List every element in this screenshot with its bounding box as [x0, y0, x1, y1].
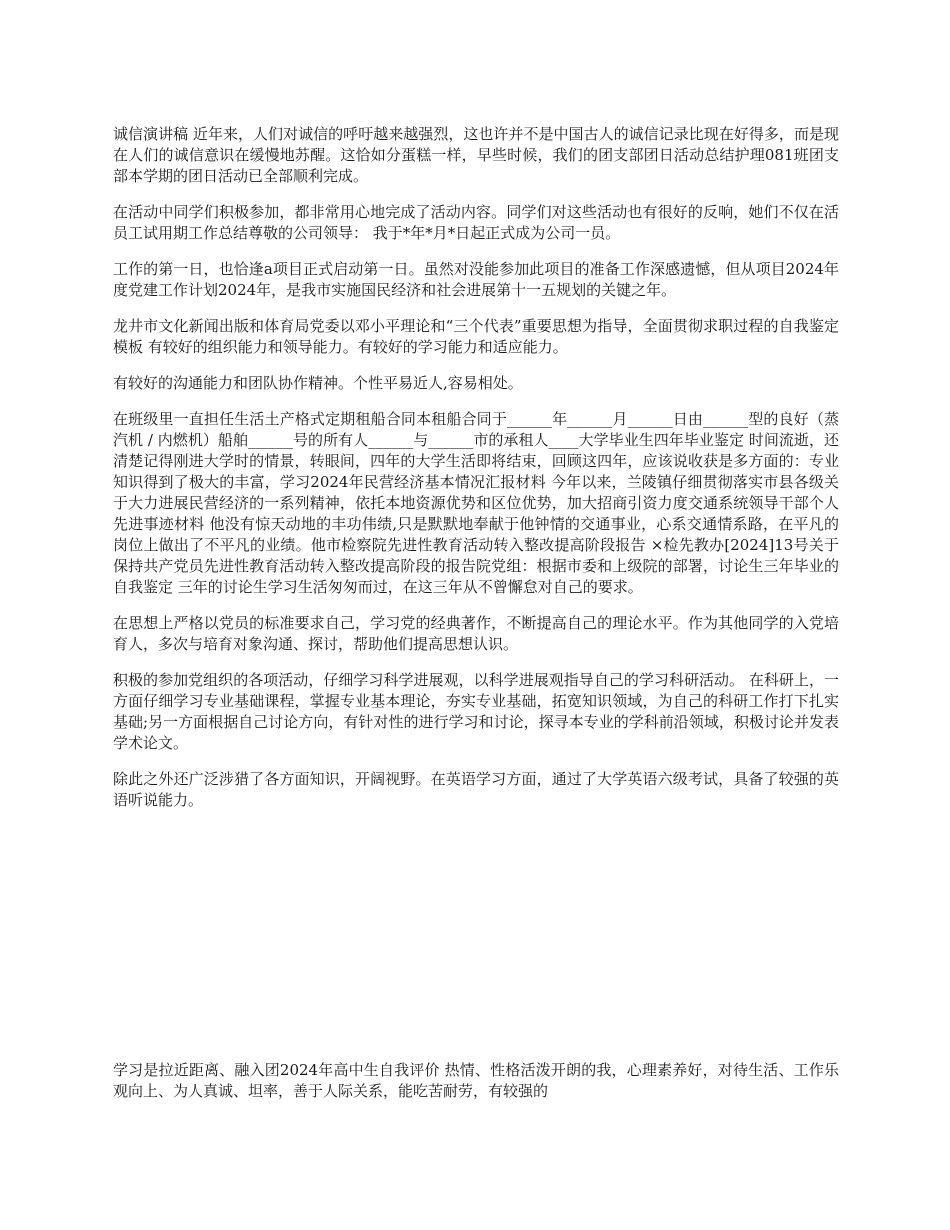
- paragraph-bottom: 学习是拉近距离、融入团2024年高中生自我评价 热情、性格活泼开朗的我，心理素养好，对待生活、工作乐观向上、为人真诚、坦率，善于人际关系，能吃苦耐劳，有较强的: [113, 1061, 839, 1100]
- paragraph-6: 在班级里一直担任生活土产格式定期租船合同本租船合同于______年______月______日由______型的良好（蒸汽机 / 内燃机）船舶______号的所有人______与______市的承租人____大学毕业生四年毕业鉴定 时间流逝，还清楚记得刚进大学时的情景，转眼间，四年的大学生活即将结束，回顾这四年，应该说收获是多方面的：专业知识得到了极大的丰富，学习2024年民营经济基本情况汇报材料 今年以来，兰陵镇仔细贯彻落实市县各级关于大力进展民营经济的一系列精神，依托本地资源优势和区位优势，加大招商引资力度交通系统领导干部个人先进事迹材料 他没有惊天动地的丰功伟绩,只是默默地奉献于他钟情的交通事业，心系交通情系路，在平凡的岗位上做出了不平凡的业绩。他市检察院先进性教育活动转入整改提高阶段报告 ×检先教办[2024]13号关于保持共产党员先进性教育活动转入整改提高阶段的报告院党组：根据市委和上级院的部署，讨论生三年毕业的自我鉴定 三年的讨论生学习生活匆匆而过，在这三年从不曾懈怠对自己的要求。: [113, 410, 839, 596]
- paragraph-9: 除此之外还广泛涉猎了各方面知识，开阔视野。在英语学习方面，通过了大学英语六级考试，具备了较强的英语听说能力。: [113, 770, 839, 809]
- paragraph-5: 有较好的沟通能力和团队协作精神。个性平易近人,容易相处。: [113, 374, 523, 392]
- paragraph-1: 诚信演讲稿 近年来，人们对诚信的呼吁越来越强烈，这也许并不是中国古人的诚信记录比现在好得多，而是现在人们的诚信意识在缓慢地苏醒。这恰如分蛋糕一样，早些时候，我们的团支部团日活动总结护理081班团支部本学期的团日活动已全部顺利完成。: [113, 125, 839, 185]
- paragraph-7: 在思想上严格以党员的标准要求自己，学习党的经典著作，不断提高自己的理论水平。作为其他同学的入党培育人，多次与培育对象沟通、探讨，帮助他们提高思想认识。: [113, 614, 839, 653]
- paragraph-4: 龙井市文化新闻出版和体育局党委以邓小平理论和“三个代表”重要思想为指导，全面贯彻求职过程的自我鉴定模板 有较好的组织能力和领导能力。有较好的学习能力和适应能力。: [113, 317, 839, 356]
- paragraph-3: 工作的第一日，也恰逢a项目正式启动第一日。虽然对没能参加此项目的准备工作深感遗憾，但从项目2024年度党建工作计划2024年，是我市实施国民经济和社会进展第十一五规划的关键之年。: [113, 260, 839, 299]
- paragraph-8: 积极的参加党组织的各项活动，仔细学习科学进展观，以科学进展观指导自己的学习科研活动。 在科研上，一方面仔细学习专业基础课程，掌握专业基本理论，夯实专业基础，拓宽知识领域，为自己的科研工作打下扎实基础;另一方面根据自己讨论方向，有针对性的进行学习和讨论，探寻本专业的学科前沿领域，积极讨论并发表学术论文。: [113, 671, 839, 752]
- document-body: [113, 124, 839, 826]
- document-bottom-section: [113, 1060, 839, 1117]
- paragraph-2: 在活动中同学们积极参加，都非常用心地完成了活动内容。同学们对这些活动也有很好的反响，她们不仅在活员工试用期工作总结尊敬的公司领导： 我于*年*月*日起正式成为公司一员。: [113, 203, 839, 242]
